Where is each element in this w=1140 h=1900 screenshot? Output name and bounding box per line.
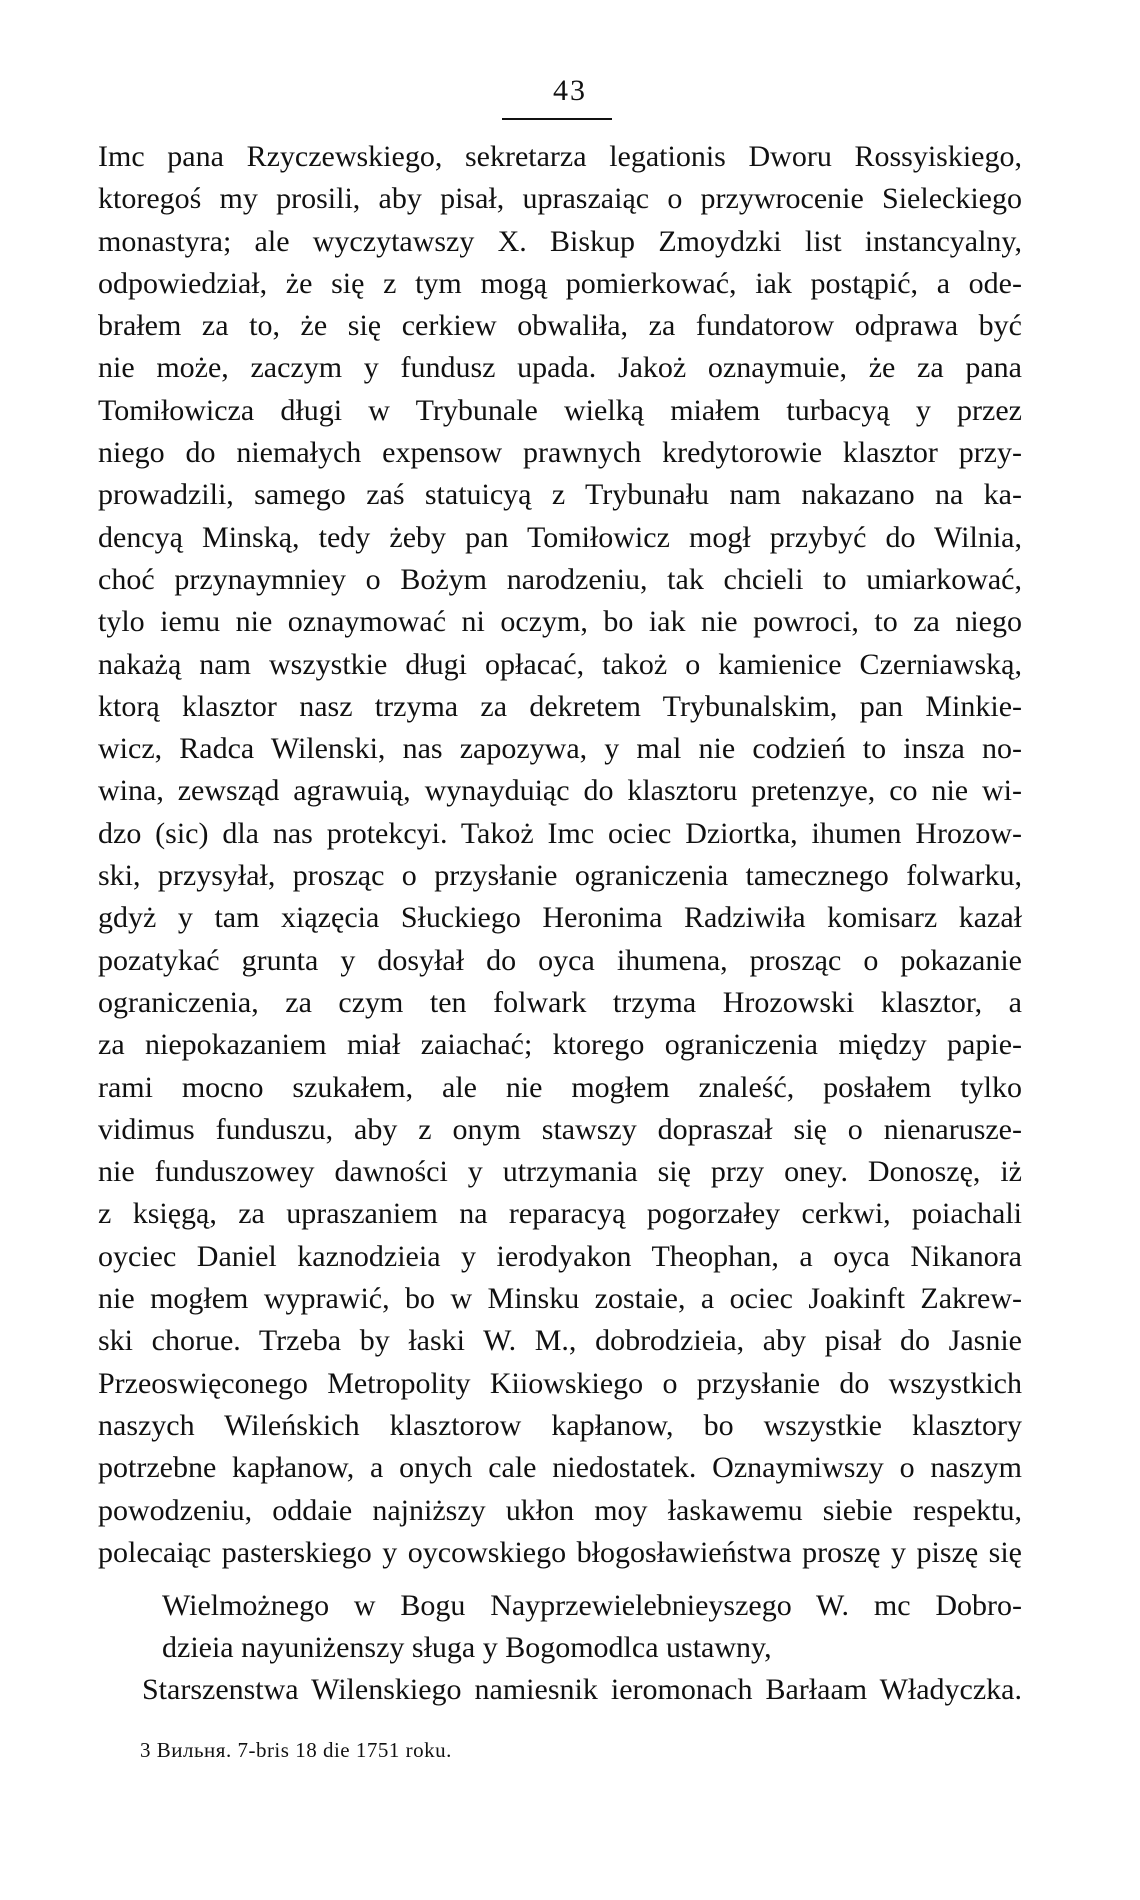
body-line: gdyż y tam xiązęcia Słuckiego Heronima Radziwiła komisarz kazał [98, 901, 1022, 935]
body-line: nie funduszowey dawności y utrzymania się przy oney. Donoszę, iż [98, 1155, 1022, 1189]
body-line: potrzebne kapłanow, a onych cale niedostatek. Oznaymiwszy o naszym [98, 1451, 1022, 1485]
body-line: polecaiąc pasterskiego y oycowskiego błogosławieństwa proszę y piszę się [98, 1535, 1022, 1569]
body-line: choć przynaymniey o Bożym narodzeniu, tak chcieli to umiarkować, [98, 562, 1022, 596]
body-line: z księgą, za upraszaniem na reparacyą pogorzałey cerkwi, poiachali [98, 1197, 1022, 1231]
closing-line: dzieia nayuniżenszy sługa y Bogomodlca ustawny, [162, 1631, 772, 1664]
body-line: brałem za to, że się cerkiew obwaliła, za fundatorow odprawa być [98, 309, 1022, 343]
body-line: monastyra; ale wyczytawszy X. Biskup Zmoydzki list instancyalny, [98, 224, 1022, 258]
body-line: nie mogłem wyprawić, bo w Minsku zostaie, a ociec Joakinft Zakrew- [98, 1282, 1022, 1316]
body-line: pozatykać grunta y dosyłał do oyca ihumena, prosząc o pokazanie [98, 943, 1022, 977]
body-line: wina, zewsząd agrawuią, wynayduiąc do klasztoru pretenzye, co nie wi- [98, 774, 1022, 808]
body-line: oyciec Daniel kaznodzieia y ierodyakon Theophan, a oyca Nikanora [98, 1239, 1022, 1273]
body-line: naszych Wileńskich klasztorow kapłanow, bo wszystkie klasztory [98, 1408, 1022, 1442]
page-number-rule [502, 118, 612, 120]
body-line: odpowiedział, że się z tym mogą pomierkować, iak postąpić, a ode- [98, 266, 1022, 300]
body-line: Przeoswięconego Metropolity Kiiowskiego o przysłanie do wszystkich [98, 1366, 1022, 1400]
body-line: ograniczenia, za czym ten folwark trzyma Hrozowski klasztor, a [98, 985, 1022, 1019]
body-line: nakażą nam wszystkie długi opłacać, takoż o kamienice Czerniawską, [98, 647, 1022, 681]
body-line: ktoregoś my prosili, aby pisał, upraszaiąc o przywrocenie Sieleckiego [98, 182, 1022, 216]
body-line: tylo iemu nie oznaymować ni oczym, bo iak nie powroci, to za niego [98, 605, 1022, 639]
closing-line: Wielmożnego w Bogu Nayprzewielebnieyszego W. mc Dobro- [162, 1589, 1022, 1622]
body-line: powodzeniu, oddaie najniższy ukłon moy łaskawemu siebie respektu, [98, 1493, 1022, 1527]
closing-signature [98, 1585, 1022, 1711]
body-line: rami mocno szukałem, ale nie mogłem znaleść, posłałem tylko [98, 1070, 1022, 1104]
body-line: nie może, zaczym y fundusz upada. Jakoż oznaymuie, że za pana [98, 351, 1022, 385]
body-line: prowadzili, samego zaś statuicyą z Trybunału nam nakazano na ka- [98, 478, 1022, 512]
dateline: 3 Вильня. 7-bris 18 die 1751 roku. [140, 1738, 452, 1762]
body-line: ski, przysyłał, prosząc o przysłanie ograniczenia tamecznego folwarku, [98, 859, 1022, 893]
letter-body [98, 136, 1022, 1574]
body-line: niego do niemałych expensow prawnych kredytorowie klasztor przy- [98, 436, 1022, 470]
body-line: wicz, Radca Wilenski, nas zapozywa, y mal nie codzień to insza no- [98, 732, 1022, 766]
page-number: 43 [553, 74, 587, 107]
body-line: za niepokazaniem miał zaiachać; ktorego ograniczenia między papie- [98, 1028, 1022, 1062]
body-line: vidimus funduszu, aby z onym stawszy dopraszał się o nienarusze- [98, 1112, 1022, 1146]
body-line: ski chorue. Trzeba by łaski W. M., dobrodzieia, aby pisał do Jasnie [98, 1324, 1022, 1358]
body-line: ktorą klasztor nasz trzyma za dekretem Trybunalskim, pan Minkie- [98, 689, 1022, 723]
body-line: Imc pana Rzyczewskiego, sekretarza legationis Dworu Rossyiskiego, [98, 140, 1022, 173]
body-line: dzo (sic) dla nas protekcyi. Takoż Imc ociec Dziortka, ihumen Hrozow- [98, 816, 1022, 850]
body-line: Tomiłowicza długi w Trybunale wielką miałem turbacyą y przez [98, 393, 1022, 427]
body-line: dencyą Minską, tedy żeby pan Tomiłowicz mogł przybyć do Wilnia, [98, 520, 1022, 554]
signature-line: Starszenstwa Wilenskiego namiesnik ieromonach Barłaam Władyczka. [142, 1673, 1022, 1706]
